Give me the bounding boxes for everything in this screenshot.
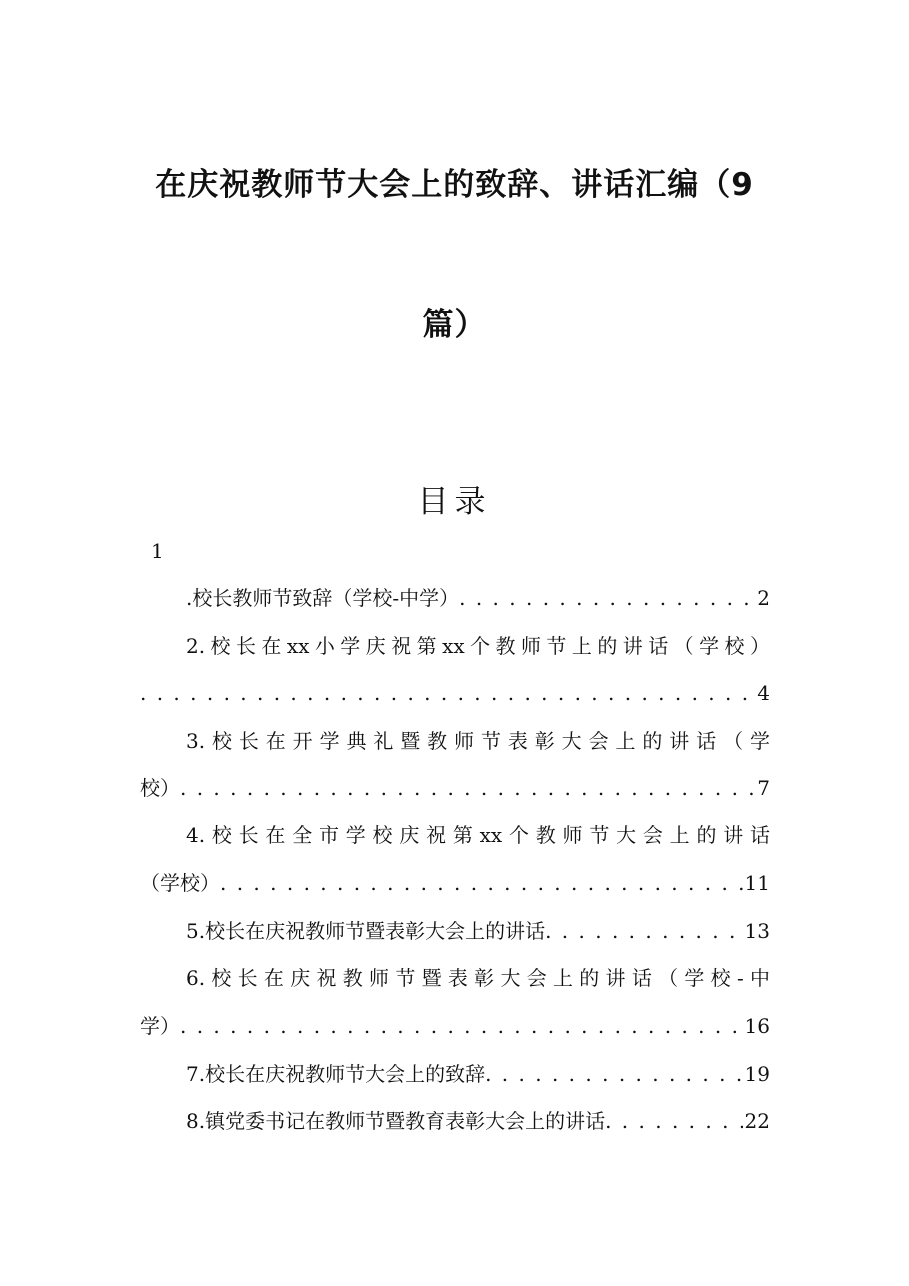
toc-entry-3-line-2[interactable]: [140, 773, 770, 803]
toc-entry-3-text-cont: 校）: [140, 776, 180, 800]
toc-entry-3-line-1[interactable]: 3.校长在开学典礼暨教师节表彰大会上的讲话（学: [186, 729, 770, 753]
toc-entry-4-line-2[interactable]: [140, 868, 770, 898]
toc-entry-6-line-1[interactable]: 6.校长在庆祝教师节暨表彰大会上的讲话（学校-中: [186, 966, 770, 990]
toc-heading: 目录: [417, 484, 492, 520]
toc-leader-dots: [140, 678, 755, 708]
toc-entry-1-text: .校长教师节致辞（学校-中学）: [186, 586, 460, 610]
toc-entry-6-text-cont: 学）: [140, 1014, 180, 1038]
title-line-1: 在庆祝教师节大会上的致辞、讲话汇编（9: [155, 167, 754, 203]
toc-leader-dots: [485, 1059, 742, 1089]
toc-entry-5[interactable]: [140, 916, 770, 946]
toc-entry-2-line-1[interactable]: 2.校长在xx小学庆祝第xx个教师节上的讲话（学校）: [186, 634, 770, 658]
toc-entry-4-page: 11: [744, 871, 770, 895]
toc-entry-2-line-2[interactable]: [140, 678, 770, 708]
title-line-2: 篇）: [422, 307, 487, 343]
toc-entry-1[interactable]: [140, 583, 770, 613]
toc-entry-8-text: 8.镇党委书记在教师节暨教育表彰大会上的讲话: [186, 1109, 606, 1133]
toc-leader-dots: [220, 868, 743, 898]
toc-entry-3-page: 7: [757, 776, 770, 800]
toc-leader-dots: [545, 916, 742, 946]
toc-leader-dots: [180, 1011, 743, 1041]
toc-leader-dots: [459, 583, 755, 613]
toc-entry-7-page: 19: [744, 1062, 770, 1086]
toc-entry-6-page: 16: [744, 1014, 770, 1038]
toc-entry-6-line-2[interactable]: [140, 1011, 770, 1041]
toc-entry-8-page: 22: [744, 1109, 770, 1133]
toc-leader-dots: [180, 773, 755, 803]
toc-entry-4-line-1[interactable]: 4.校长在全市学校庆祝第xx个教师节大会上的讲话: [186, 823, 770, 847]
toc-entry-5-page: 13: [744, 919, 770, 943]
toc-entry-8[interactable]: [140, 1106, 770, 1136]
toc-entry-5-text: 5.校长在庆祝教师节暨表彰大会上的讲话: [186, 919, 546, 943]
toc-entry-7-text: 7.校长在庆祝教师节大会上的致辞: [186, 1062, 486, 1086]
toc-entry-2-page: 4: [757, 681, 770, 705]
toc-stray-number: 1: [151, 539, 164, 563]
toc-entry-1-page: 2: [757, 586, 770, 610]
toc-entry-4-text-cont: （学校）: [140, 871, 220, 895]
toc-entry-7[interactable]: [140, 1059, 770, 1089]
toc-leader-dots: [605, 1106, 742, 1136]
